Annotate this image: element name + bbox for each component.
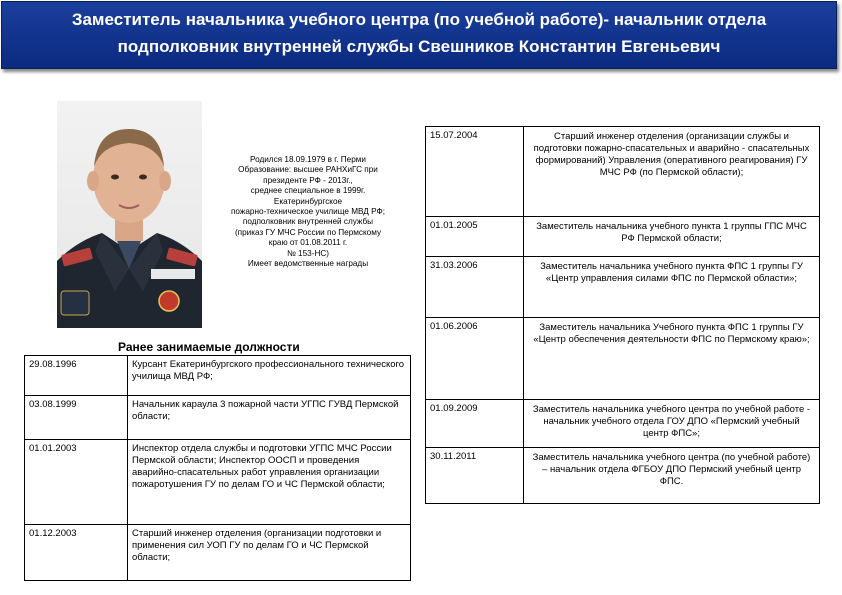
table-row: [426, 318, 820, 400]
previous-positions-heading: Ранее занимаемые должности: [118, 340, 300, 354]
date-cell: 30.11.2011: [426, 448, 524, 504]
bio-line: Екатеринбургское: [273, 196, 343, 206]
title-banner: [1, 1, 837, 69]
career-table-right: [425, 126, 820, 504]
table-row: [426, 448, 820, 504]
bio-line: Родился 18.09.1979 в г. Перми: [249, 155, 366, 164]
position-cell: Заместитель начальника учебного центра по учебной работе - начальник учебного отдела ГОУ ДПО «Пермский учебный центр ФПС»;: [524, 400, 820, 448]
title-line-2: подполковник внутренней службы Свешников Константин Евгеньевич: [117, 37, 721, 56]
table-row: [426, 217, 820, 257]
date-cell: 01.12.2003: [25, 525, 128, 581]
bio-line: краю от 01.08.2011 г.: [268, 238, 348, 248]
date-cell: 29.08.1996: [25, 356, 128, 396]
portrait-illustration: [57, 101, 202, 328]
table-row: [25, 356, 411, 396]
table-row: [426, 400, 820, 448]
position-cell: Курсант Екатеринбургского профессионального технического училища МВД РФ;: [128, 356, 411, 396]
table-row: [25, 525, 411, 581]
position-cell: Начальник караула 3 пожарной части УГПС ГУВД Пермской области;: [128, 396, 411, 440]
position-cell: Заместитель начальника учебного центра (по учебной работе) – начальник отдела ФГБОУ ДПО Пермский учебный центр ФПС.: [524, 448, 820, 504]
table-row: [426, 127, 820, 217]
date-cell: 01.06.2006: [426, 318, 524, 400]
date-cell: 03.08.1999: [25, 396, 128, 440]
table-row: [25, 396, 411, 440]
table-row: [25, 440, 411, 525]
bio-line: Имеет ведомственные награды: [247, 259, 369, 269]
date-cell: 15.07.2004: [426, 127, 524, 217]
date-cell: 01.01.2003: [25, 440, 128, 525]
date-cell: 31.03.2006: [426, 257, 524, 318]
bio-line: (приказ ГУ МЧС России по Пермскому: [234, 227, 382, 237]
position-cell: Заместитель начальника учебного пункта 1 группы ГПС МЧС РФ Пермской области;: [524, 217, 820, 257]
portrait-photo: [57, 101, 202, 328]
career-table-left: [24, 355, 411, 581]
position-cell: Инспектор отдела службы и подготовки УГПС МЧС России Пермской области; Инспектор ООСП и проведения аварийно-спасательных работ управления организации пожаротушения ГУ по делам ГО и ЧС Пермской области;: [128, 440, 411, 525]
date-cell: 01.09.2009: [426, 400, 524, 448]
biography-text: [208, 155, 408, 269]
position-cell: Заместитель начальника учебного пункта ФПС 1 группы ГУ «Центр управления силами ФПС по Пермской области»;: [524, 257, 820, 318]
bio-line: пожарно-техническое училище МВД РФ;: [230, 207, 385, 217]
position-cell: Заместитель начальника Учебного пункта ФПС 1 группы ГУ «Центр обеспечения деятельности ФПС по Пермскому краю»;: [524, 318, 820, 400]
position-cell: Старший инженер отделения (организации подготовки и применения сил УОП ГУ по делам ГО и ЧС Пермской области;: [128, 525, 411, 581]
bio-line: среднее специальное в 1999г.: [250, 186, 366, 196]
title-line-1: Заместитель начальника учебного центра (по учебной работе)- начальник отдела: [71, 10, 767, 29]
position-cell: Старший инженер отделения (организации службы и подготовки пожарно-спасательных и аварийно - спасательных формирований) Управления (оперативного реагирования) ГУ МЧС РФ (по Пермской области);: [524, 127, 820, 217]
bio-line: подполковник внутренней службы: [242, 217, 374, 227]
date-cell: 01.01.2005: [426, 217, 524, 257]
bio-line: президенте РФ - 2013г.,: [263, 175, 353, 185]
table-row: [426, 257, 820, 318]
bio-line: № 153-НС): [287, 248, 329, 258]
bio-line: Образование: высшее РАНХиГС при: [238, 165, 378, 175]
